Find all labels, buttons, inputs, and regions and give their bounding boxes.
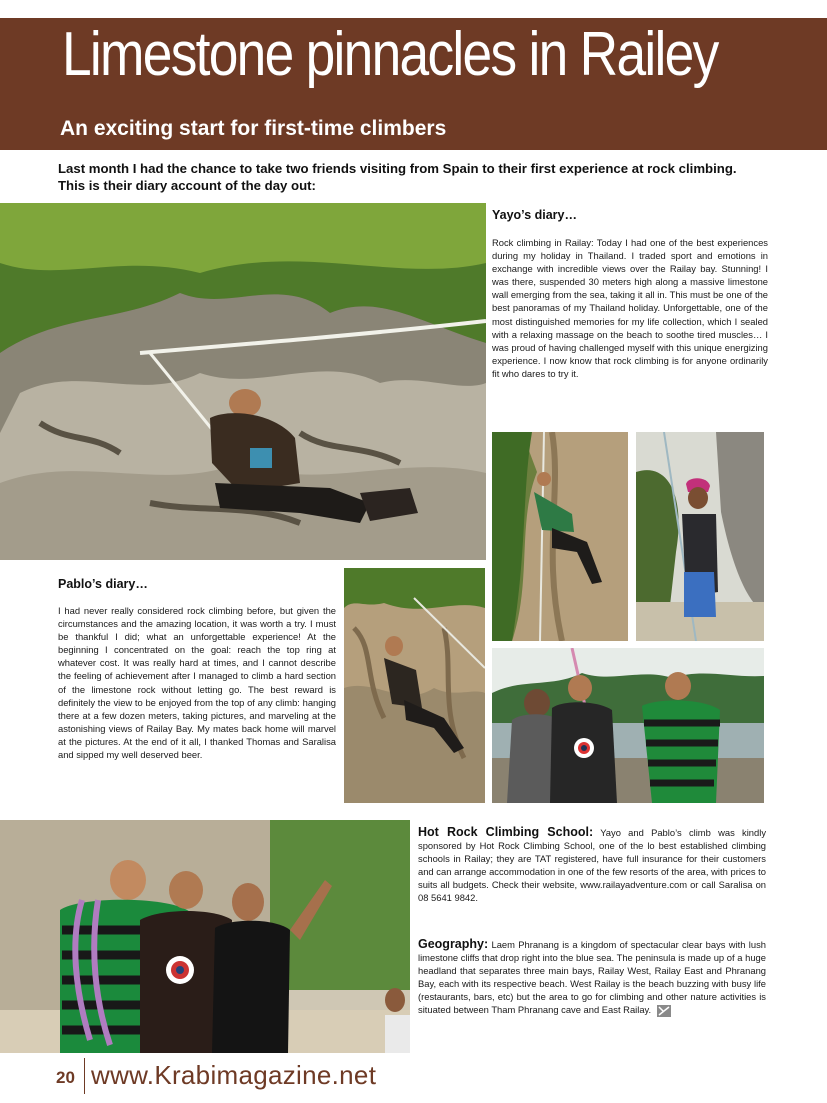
geography-text: Laem Phranang is a kingdom of spectacular clear bays with lush limestone cliffs that drop right into the blue sea. The peninsula is made up of a huge headland that separates three main bays, Railay West, Railay East and Phranang Bay, each with its respective beach. West Railay is the beach buzzing with busy life (restaurants, bars, etc) but the area to go for climbing and other nature activities is situated between Tham Phranang cave and East Railay. [418, 939, 766, 1016]
page-subtitle: An exciting start for first-time climbers [60, 117, 447, 140]
intro-text: Last month I had the chance to take two friends visiting from Spain to their first experience at rock climbing. This is their diary account of the day out: [58, 161, 737, 193]
school-heading: Hot Rock Climbing School: [418, 825, 594, 839]
geography-heading: Geography: [418, 937, 489, 951]
end-mark-icon [657, 1005, 671, 1017]
climber-portrait-photo [636, 432, 764, 641]
page-number: 20 [56, 1068, 75, 1087]
footer-divider [84, 1058, 85, 1094]
school-text: Yayo and Pablo’s climb was kindly sponsored by Hot Rock Climbing School, one of the lo best established climbing schools in Railay; they are TAT registered, have full insurance for their customers and can arrange accommodation in one of the few resorts of the area, with prices to suits all budgets. Check their website, www.railayadventure.com or call Saralisa on 08 5641 9842. [418, 827, 767, 904]
group-at-beach-photo [492, 648, 764, 803]
climber-main-photo [0, 203, 486, 560]
climber-wall-photo [492, 432, 628, 641]
pablo-diary-text: I had never really considered rock climbing before, but given the circumstances and the amazing location, it was worth a try. I must be thankful I did; what an unforgettable experience! At the beginning I concentrated on the goal: reach the top ring at whatever cost. It was really hard at times, and I cannot describe the feeling of achievement after I managed to climb a hard section of the limestone rock without letting go. The best reward is definitely the view to be enjoyed from the top of any climb: hanging there at a few dozen meters, taking pictures, and marveling at the astonishing views of Railay Bay. My mates back home will marvel at the pictures. At the end of it all, I thanked Thomas and Saralisa and sipped my well deserved beer. [58, 605, 336, 761]
geography-paragraph [418, 938, 766, 1017]
climbers-group-photo [0, 820, 410, 1053]
school-paragraph [418, 826, 766, 905]
footer-website-link[interactable]: www.Krabimagazine.net [91, 1060, 377, 1090]
climber-rope-photo [344, 568, 485, 803]
page-title: Limestone pinnacles in Railey [62, 20, 718, 89]
yayo-diary-text: Rock climbing in Railay: Today I had one of the best experiences during my holiday in Thailand. I traded sport and emotions in exchange with incredible views over the Railay bay. Stunning! I was there, suspended 30 meters high along a massive limestone wall emerging from the sea, taking it all in. This must be one of the best panoramas of my Thailand holiday. Unforgettable, one of the most distinguished memories for my life collection, which I sealed with a relaxing massage on the beach to soothe tired muscles… I was proud of having challenged myself with this unique energizing experience. I now know that rock climbing is for anyone ordinarily fit who dares to try it. [492, 237, 768, 379]
pablo-diary-heading: Pablo’s diary… [58, 577, 148, 591]
yayo-diary-heading: Yayo’s diary… [492, 208, 577, 222]
